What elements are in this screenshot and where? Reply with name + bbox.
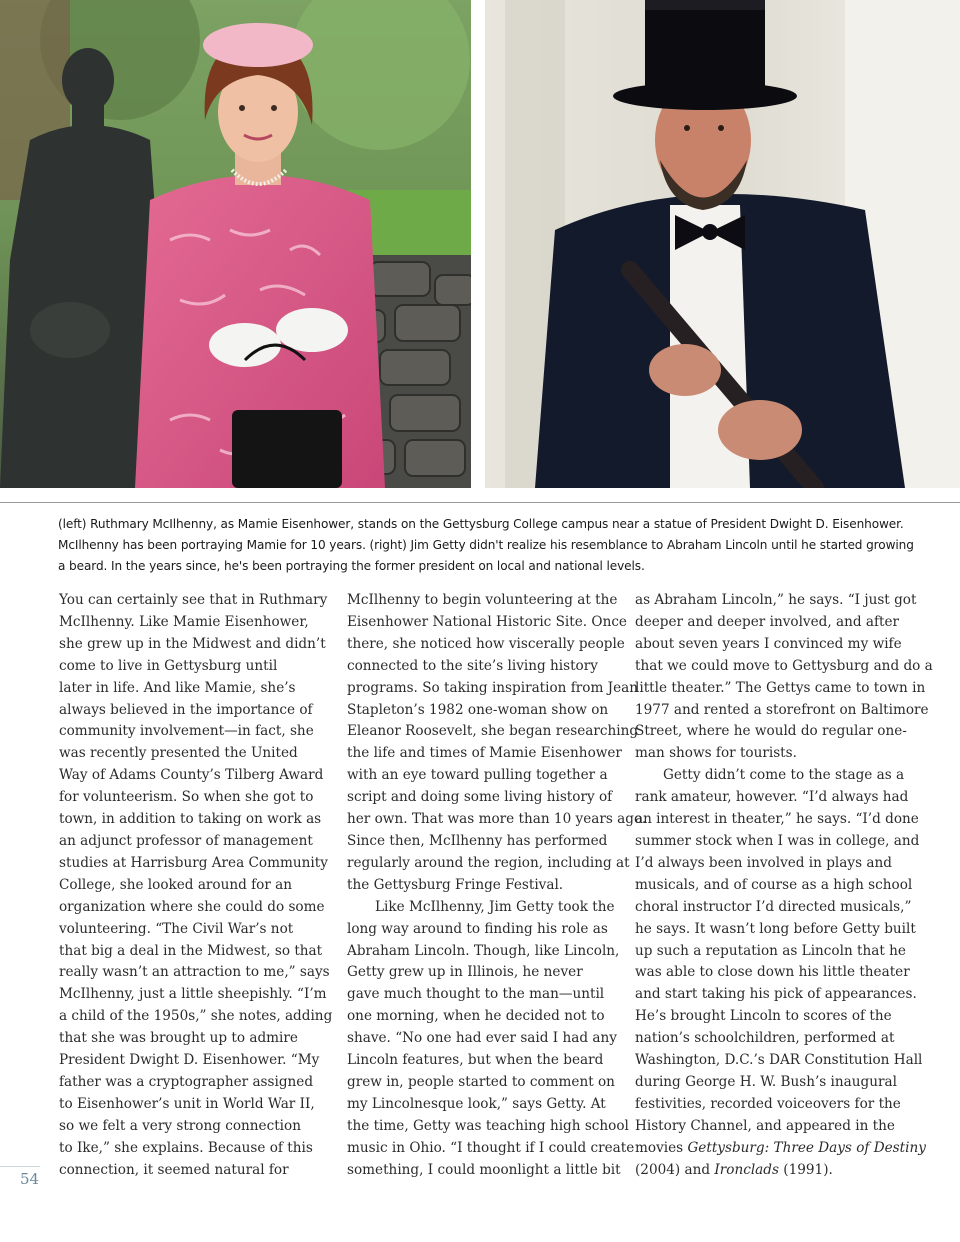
text-line: man shows for tourists. bbox=[635, 745, 797, 762]
text-line: up such a reputation as Lincoln that he bbox=[635, 942, 906, 959]
text-line: McIlhenny. Like Mamie Eisenhower, bbox=[59, 613, 309, 630]
text-line: regularly around the region, including at bbox=[347, 854, 630, 871]
text-line: was recently presented the United bbox=[59, 745, 298, 762]
text-line: she grew up in the Midwest and didn’t bbox=[59, 635, 326, 652]
text-line: little theater.” The Gettys came to town in bbox=[635, 679, 926, 696]
text-line: connection, it seemed natural for bbox=[59, 1161, 289, 1178]
text-line: during George H. W. Bush’s inaugural bbox=[635, 1073, 897, 1090]
text-line: that we could move to Gettysburg and do a bbox=[635, 657, 933, 674]
text-line: and start taking his pick of appearances. bbox=[635, 986, 917, 1003]
movie-title: Gettysburg: Three Days of Destiny bbox=[687, 1139, 926, 1156]
caption-line: (left) Ruthmary McIlhenny, as Mamie Eisenhower, stands on the Gettysburg College campus near a statue of President Dwight D. Eisenhower. bbox=[58, 517, 904, 531]
text-line: Way of Adams County’s Tilberg Award bbox=[59, 767, 324, 784]
text-line: music in Ohio. “I thought if I could create bbox=[347, 1139, 635, 1156]
text-line: studies at Harrisburg Area Community bbox=[59, 854, 328, 871]
text-line: summer stock when I was in college, and bbox=[635, 832, 920, 849]
text-line: Getty grew up in Illinois, he never bbox=[347, 964, 583, 981]
movie-title: Ironclads bbox=[714, 1161, 779, 1178]
text-line: nation’s schoolchildren, performed at bbox=[635, 1030, 895, 1047]
text-line: long way around to finding his role as bbox=[347, 920, 608, 937]
caption-divider bbox=[0, 502, 960, 503]
text-line: 1977 and rented a storefront on Baltimore bbox=[635, 701, 929, 718]
text-line: Street, where he would do regular one- bbox=[635, 723, 907, 740]
text-line: musicals, and of course as a high school bbox=[635, 876, 913, 893]
text-line: that she was brought up to admire bbox=[59, 1030, 298, 1047]
text-line: community involvement—in fact, she bbox=[59, 723, 314, 740]
text-fragment: (1991). bbox=[778, 1161, 833, 1178]
caption-line: McIlhenny has been portraying Mamie for 10 years. (right) Jim Getty didn't realize his resemblance to Abraham Lincoln until he started growing bbox=[58, 538, 914, 552]
text-line: come to live in Gettysburg until bbox=[59, 657, 278, 674]
text-line: there, she noticed how viscerally people bbox=[347, 635, 625, 652]
text-line: Eisenhower National Historic Site. Once bbox=[347, 613, 627, 630]
text-line: programs. So taking inspiration from Jean bbox=[347, 679, 639, 696]
article-column-1 bbox=[59, 590, 333, 1181]
text-line: the time, Getty was teaching high school bbox=[347, 1117, 629, 1134]
text-line: McIlhenny to begin volunteering at the bbox=[347, 592, 618, 608]
photo-mamie-eisenhower bbox=[0, 0, 471, 488]
text-line: that big a deal in the Midwest, so that bbox=[59, 942, 323, 959]
text-line: the life and times of Mamie Eisenhower bbox=[347, 745, 622, 762]
text-line: History Channel, and appeared in the bbox=[635, 1117, 895, 1134]
text-line: Getty didn’t come to the stage as a bbox=[663, 767, 905, 784]
text-line: an adjunct professor of management bbox=[59, 832, 313, 849]
text-line: script and doing some living history of bbox=[347, 789, 613, 806]
text-line: always believed in the importance of bbox=[59, 701, 313, 718]
page-number-rule bbox=[0, 1166, 40, 1167]
text-line-with-titles bbox=[635, 1160, 925, 1182]
text-fragment: (2004) and bbox=[635, 1161, 715, 1178]
text-line: to Ike,” she explains. Because of this bbox=[59, 1139, 313, 1156]
text-line: Like McIlhenny, Jim Getty took the bbox=[375, 898, 615, 915]
text-line: shave. “No one had ever said I had any bbox=[347, 1030, 617, 1047]
text-line: a child of the 1950s,” she notes, adding bbox=[59, 1008, 333, 1025]
text-line: grew in, people started to comment on bbox=[347, 1073, 615, 1090]
text-fragment: movies bbox=[635, 1139, 688, 1156]
photo-caption bbox=[58, 514, 914, 577]
text-line: my Lincolnesque look,” says Getty. At bbox=[347, 1095, 606, 1112]
text-line: Since then, McIlhenny has performed bbox=[347, 832, 608, 849]
caption-line: a beard. In the years since, he's been portraying the former president on local and national levels. bbox=[58, 559, 645, 573]
text-line: volunteering. “The Civil War’s not bbox=[59, 920, 294, 937]
photo-abraham-lincoln bbox=[485, 0, 960, 488]
text-line: was able to close down his little theater bbox=[635, 964, 910, 981]
text-line: one morning, when he decided not to bbox=[347, 1008, 605, 1025]
text-line: He’s brought Lincoln to scores of the bbox=[635, 1008, 892, 1025]
text-line: College, she looked around for an bbox=[59, 876, 293, 893]
text-line: gave much thought to the man—until bbox=[347, 986, 605, 1003]
text-line: festivities, recorded voiceovers for the bbox=[635, 1095, 901, 1112]
text-line: about seven years I convinced my wife bbox=[635, 635, 902, 652]
page-number: 54 bbox=[20, 1170, 40, 1188]
text-line: her own. That was more than 10 years ago. bbox=[347, 811, 647, 828]
text-line: Eleanor Roosevelt, she began researching bbox=[347, 723, 639, 740]
text-line: something, I could moonlight a little bit bbox=[347, 1161, 621, 1178]
text-line: for volunteerism. So when she got to bbox=[59, 789, 314, 806]
text-line: he says. It wasn’t long before Getty built bbox=[635, 920, 916, 937]
text-line: so we felt a very strong connection bbox=[59, 1117, 301, 1134]
text-line: organization where she could do some bbox=[59, 898, 325, 915]
text-line: connected to the site’s living history bbox=[347, 657, 598, 674]
text-line: I’d always been involved in plays and bbox=[635, 854, 892, 871]
text-line: You can certainly see that in Ruthmary bbox=[59, 592, 328, 608]
text-line: Abraham Lincoln. Though, like Lincoln, bbox=[347, 942, 620, 959]
text-line: President Dwight D. Eisenhower. “My bbox=[59, 1052, 320, 1069]
text-line: choral instructor I’d directed musicals,” bbox=[635, 898, 912, 915]
article-column-3 bbox=[635, 590, 933, 1181]
text-line: Stapleton’s 1982 one-woman show on bbox=[347, 701, 609, 718]
text-line: an interest in theater,” he says. “I’d done bbox=[635, 811, 919, 828]
text-line: really wasn’t an attraction to me,” says bbox=[59, 964, 330, 981]
text-line: rank amateur, however. “I’d always had bbox=[635, 789, 909, 806]
text-line: Lincoln features, but when the beard bbox=[347, 1052, 604, 1069]
text-line: town, in addition to taking on work as bbox=[59, 811, 322, 828]
text-line: later in life. And like Mamie, she’s bbox=[59, 679, 296, 696]
text-line: to Eisenhower’s unit in World War II, bbox=[59, 1095, 315, 1112]
article-column-2 bbox=[347, 590, 647, 1181]
text-line: McIlhenny, just a little sheepishly. “I’m bbox=[59, 986, 327, 1003]
text-line: father was a cryptographer assigned bbox=[59, 1073, 314, 1090]
text-line-with-titles bbox=[635, 1138, 925, 1160]
text-line: Washington, D.C.’s DAR Constitution Hall bbox=[635, 1052, 923, 1069]
text-line: as Abraham Lincoln,” he says. “I just got bbox=[635, 592, 917, 608]
text-line: deeper and deeper involved, and after bbox=[635, 613, 900, 630]
text-line: with an eye toward pulling together a bbox=[347, 767, 608, 784]
text-line: the Gettysburg Fringe Festival. bbox=[347, 876, 564, 893]
